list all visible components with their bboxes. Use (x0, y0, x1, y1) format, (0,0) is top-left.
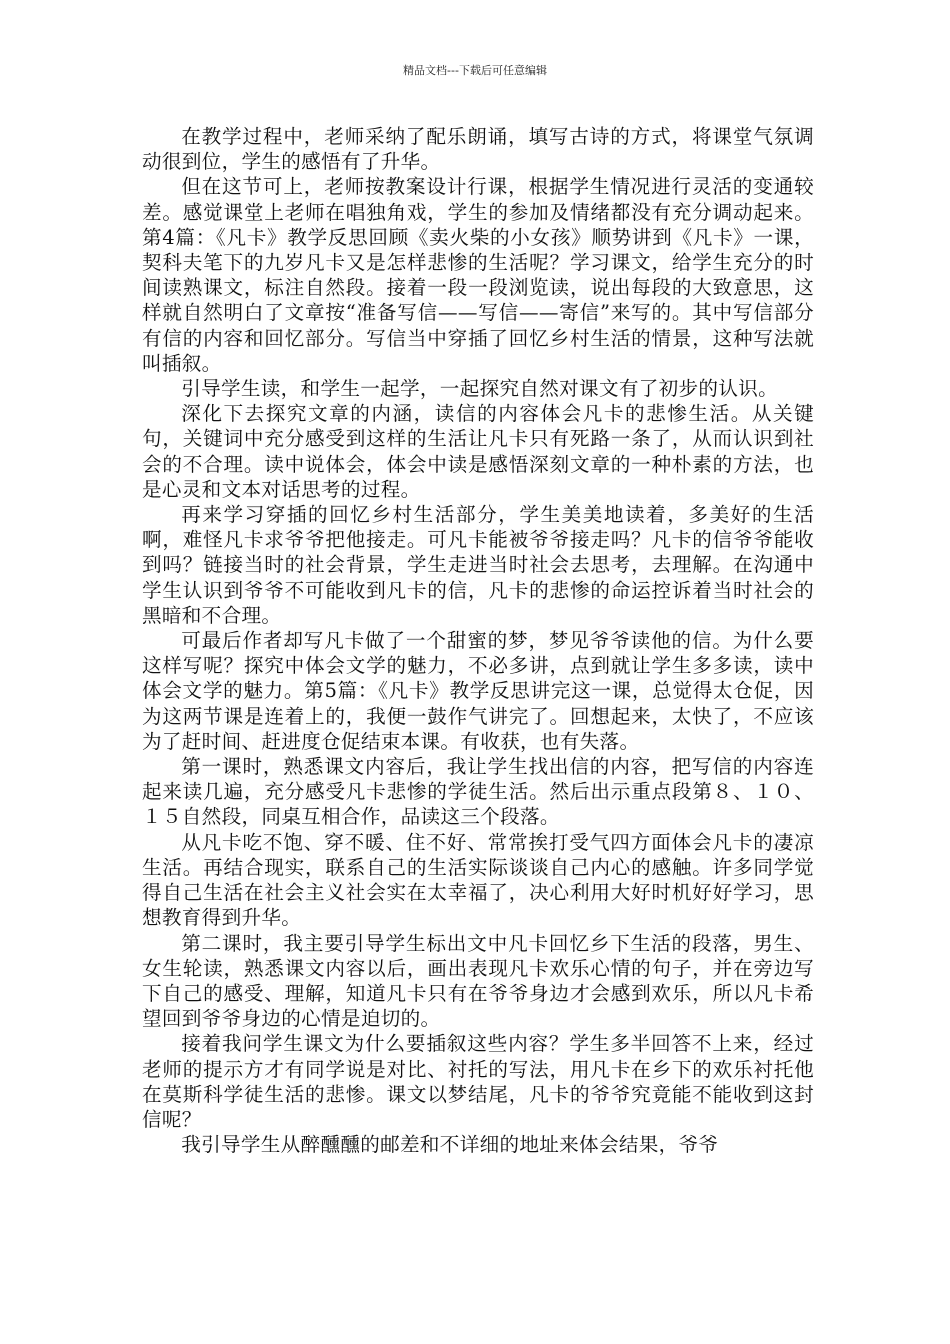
paragraph: 可最后作者却写凡卡做了一个甜蜜的梦，梦见爷爷读他的信。为什么要这样写呢？探究中体会文学的魅力，不必多讲，点到就让学生多多读，读中体会文学的魅力。第5篇：《凡卡》教学反思讲完这一课，总觉得太仓促，因为这两节课是连着上的，我便一鼓作气讲完了。回想起来，太快了，不应该为了赶时间、赶进度仓促结束本课。有收获，也有失落。 (142, 629, 814, 753)
paragraph: 我引导学生从醉醺醺的邮差和不详细的地址来体会结果，爷爷 (181, 1133, 719, 1157)
page-header: 精品文档---下载后可任意编辑 (403, 64, 547, 77)
paragraph: 从凡卡吃不饱、穿不暖、住不好、常常挨打受气四方面体会凡卡的凄凉生活。再结合现实，联系自己的生活实际谈谈自己内心的感触。许多同学觉得自己生活在社会主义社会实在太幸福了，决心利用大好时机好好学习，思想教育得到升华。 (142, 830, 814, 930)
paragraph: 第一课时，熟悉课文内容后，我让学生找出信的内容，把写信的内容连起来读几遍，充分感受凡卡悲惨的学徒生活。然后出示重点段第８、１０、１５自然段，同桌互相合作，品读这三个段落。 (142, 755, 814, 829)
paragraph: 再来学习穿插的回忆乡村生活部分，学生美美地读着，多美好的生活啊，难怪凡卡求爷爷把他接走。可凡卡能被爷爷接走吗？凡卡的信爷爷能收到吗？链接当时的社会背景，学生走进当时社会去思考，去理解。在沟通中学生认识到爷爷不可能收到凡卡的信，凡卡的悲惨的命运控诉着当时社会的黑暗和不合理。 (142, 503, 814, 627)
document-body (142, 124, 814, 1157)
paragraph: 深化下去探究文章的内涵，读信的内容体会凡卡的悲惨生活。从关键句，关键词中充分感受到这样的生活让凡卡只有死路一条了，从而认识到社会的不合理。读中说体会，体会中读是感悟深刻文章的一种朴素的方法，也是心灵和文本对话思考的过程。 (142, 402, 814, 501)
paragraph: 接着我问学生课文为什么要插叙这些内容？学生多半回答不上来，经过老师的提示方才有同学说是对比、衬托的写法，用凡卡在乡下的欢乐衬托他在莫斯科学徒生活的悲惨。课文以梦结尾，凡卡的爷爷究竟能不能收到这封信呢？ (142, 1032, 814, 1131)
paragraph: 第二课时，我主要引导学生标出文中凡卡回忆乡下生活的段落，男生、女生轮读，熟悉课文内容以后，画出表现凡卡欢乐心情的句子，并在旁边写下自己的感受、理解，知道凡卡只有在爷爷身边才会感到欢乐，所以凡卡希望回到爷爷身边的心情是迫切的。 (142, 931, 814, 1031)
paragraph: 但在这节可上，老师按教案设计行课，根据学生情况进行灵活的变通较差。感觉课堂上老师在唱独角戏，学生的参加及情绪都没有充分调动起来。第4篇：《凡卡》教学反思回顾《卖火柴的小女孩》顺势讲到《凡卡》一课，契科夫笔下的九岁凡卡又是怎样悲惨的生活呢？学习课文，给学生充分的时间读熟课文，标注自然段。接着一段一段浏览读，说出每段的大致意思，这样就自然明白了文章按“准备写信——写信——寄信”来写的。其中写信部分有信的内容和回忆部分。写信当中穿插了回忆乡村生活的情景，这种写法就叫插叙。 (142, 175, 814, 375)
paragraph: 在教学过程中，老师采纳了配乐朗诵，填写古诗的方式，将课堂气氛调动很到位，学生的感悟有了升华。 (142, 125, 814, 174)
paragraph: 引导学生读，和学生一起学，一起探究自然对课文有了初步的认识。 (181, 377, 778, 401)
